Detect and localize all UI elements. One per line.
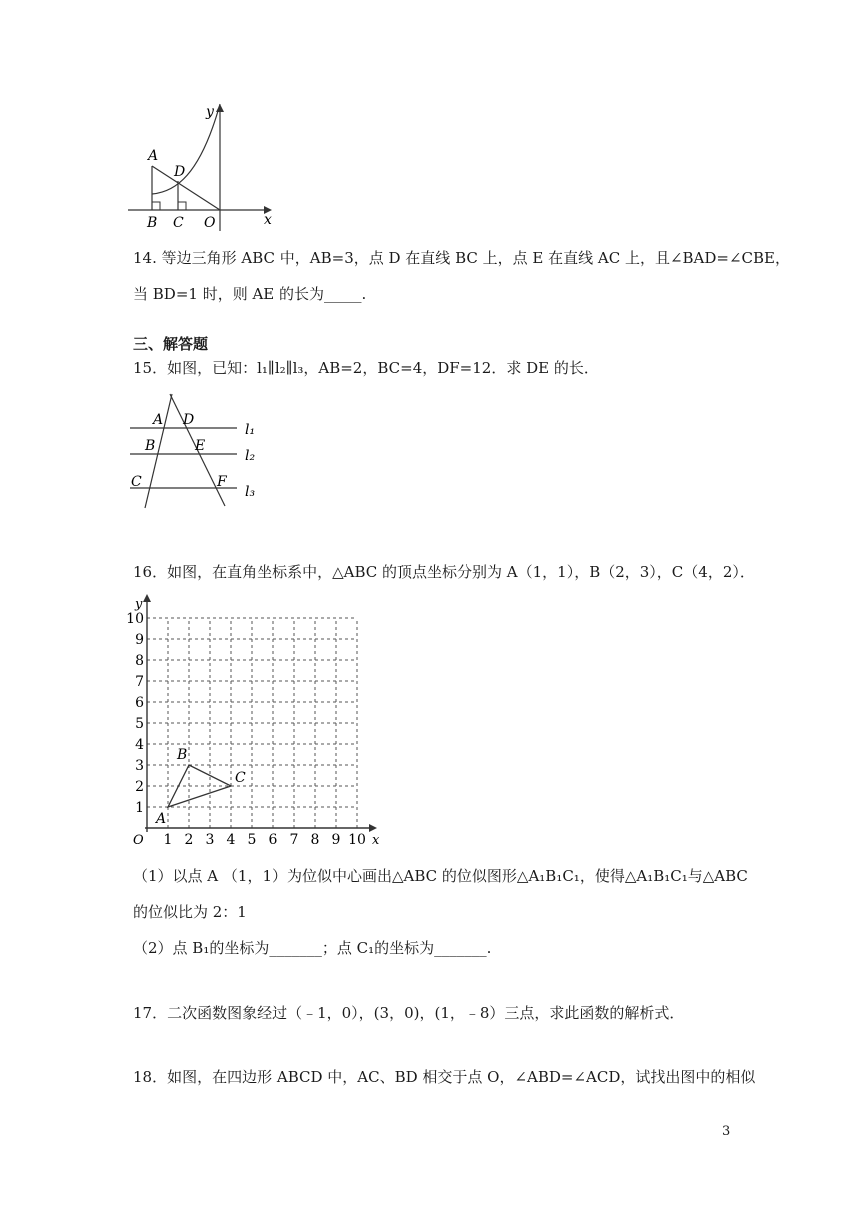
y-tick-label: 9 [135, 632, 144, 648]
vertex-label-a: A [156, 811, 167, 827]
x-tick-label: 8 [310, 832, 320, 848]
fig15-point-e: E [195, 438, 206, 454]
x-tick-label: 3 [205, 832, 215, 848]
fig15-line-l1: l₁ [245, 422, 256, 438]
question-15-text: 15．如图，已知：l₁∥l₂∥l₃，AB=2，BC=4，DF=12．求 DE 的长． [133, 359, 599, 377]
fig15-point-c: C [131, 474, 142, 490]
y-tick-label: 1 [135, 800, 144, 816]
x-tick-label: 9 [331, 832, 341, 848]
fig15-point-f: F [217, 474, 227, 490]
y-tick-label: 5 [135, 716, 144, 732]
page-number: 3 [722, 1124, 731, 1139]
vertex-label-b: B [177, 747, 188, 763]
question-16-part-2: （2）点 B₁的坐标为_______；点 C₁的坐标为_______. [133, 939, 492, 957]
y-tick-label: 8 [135, 653, 144, 669]
fig13-label-b: B [147, 215, 158, 231]
question-16-part-1-line-1: （1）以点 A （1，1）为位似中心画出△ABC 的位似图形△A₁B₁C₁，使得△A₁B₁C₁与△ABC [133, 867, 748, 885]
curve-figure [120, 96, 290, 236]
question-14-line-1: 14. 等边三角形 ABC 中，AB=3，点 D 在直线 BC 上，点 E 在直线 AC 上，且∠BAD=∠CBE， [133, 249, 790, 267]
fig13-label-o: O [204, 215, 216, 231]
grid-x-axis-arrow [369, 824, 377, 832]
y-tick-label: 3 [135, 758, 144, 774]
x-tick-label: 1 [163, 832, 173, 848]
x-tick-label: 7 [289, 832, 299, 848]
y-tick-label: 7 [135, 674, 144, 690]
y-tick-label: 4 [135, 737, 144, 753]
fig13-label-y: y [206, 104, 214, 120]
x-tick-label: 4 [226, 832, 236, 848]
fig13-label-a: A [148, 148, 159, 164]
fig15-point-d: D [183, 412, 195, 428]
fig13-label-x: x [264, 212, 272, 228]
x-tick-label: 6 [268, 832, 278, 848]
grid-y-axis-label: y [135, 597, 143, 612]
x-tick-label: 5 [247, 832, 257, 848]
x-tick-label: 2 [184, 832, 194, 848]
y-tick-label: 10 [126, 611, 144, 627]
fig13-label-d: D [174, 164, 186, 180]
y-tick-label: 2 [135, 779, 144, 795]
question-17-text: 17．二次函数图象经过（﹣1，0），(3，0)，(1，﹣8）三点，求此函数的解析式． [133, 1004, 685, 1022]
fig15-line-l2: l₂ [245, 448, 256, 464]
question-14-line-2: 当 BD=1 时，则 AE 的长为_____. [133, 285, 367, 303]
fig15-line-l3: l₃ [245, 484, 256, 500]
grid-origin-label: O [133, 833, 144, 848]
y-tick-label: 6 [135, 695, 144, 711]
parallel-lines-figure [125, 388, 270, 513]
section-heading: 三、解答题 [133, 335, 209, 353]
grid-x-axis-label: x [372, 833, 380, 848]
question-16-part-1-line-2: 的位似比为 2：1 [133, 903, 247, 921]
fig13-label-c: C [173, 215, 184, 231]
coordinate-grid [125, 590, 390, 850]
grid-y-axis-arrow [143, 594, 151, 602]
question-16-text: 16．如图，在直角坐标系中，△ABC 的顶点坐标分别为 A（1，1），B（2，3），C（4，2）． [133, 563, 755, 581]
question-18-text: 18．如图，在四边形 ABCD 中，AC、BD 相交于点 O，∠ABD=∠ACD，试找出图中的相似 [133, 1068, 756, 1086]
fig15-point-a: A [153, 412, 164, 428]
vertex-label-c: C [235, 770, 246, 786]
x-tick-label: 10 [348, 832, 366, 848]
fig15-point-b: B [145, 438, 156, 454]
